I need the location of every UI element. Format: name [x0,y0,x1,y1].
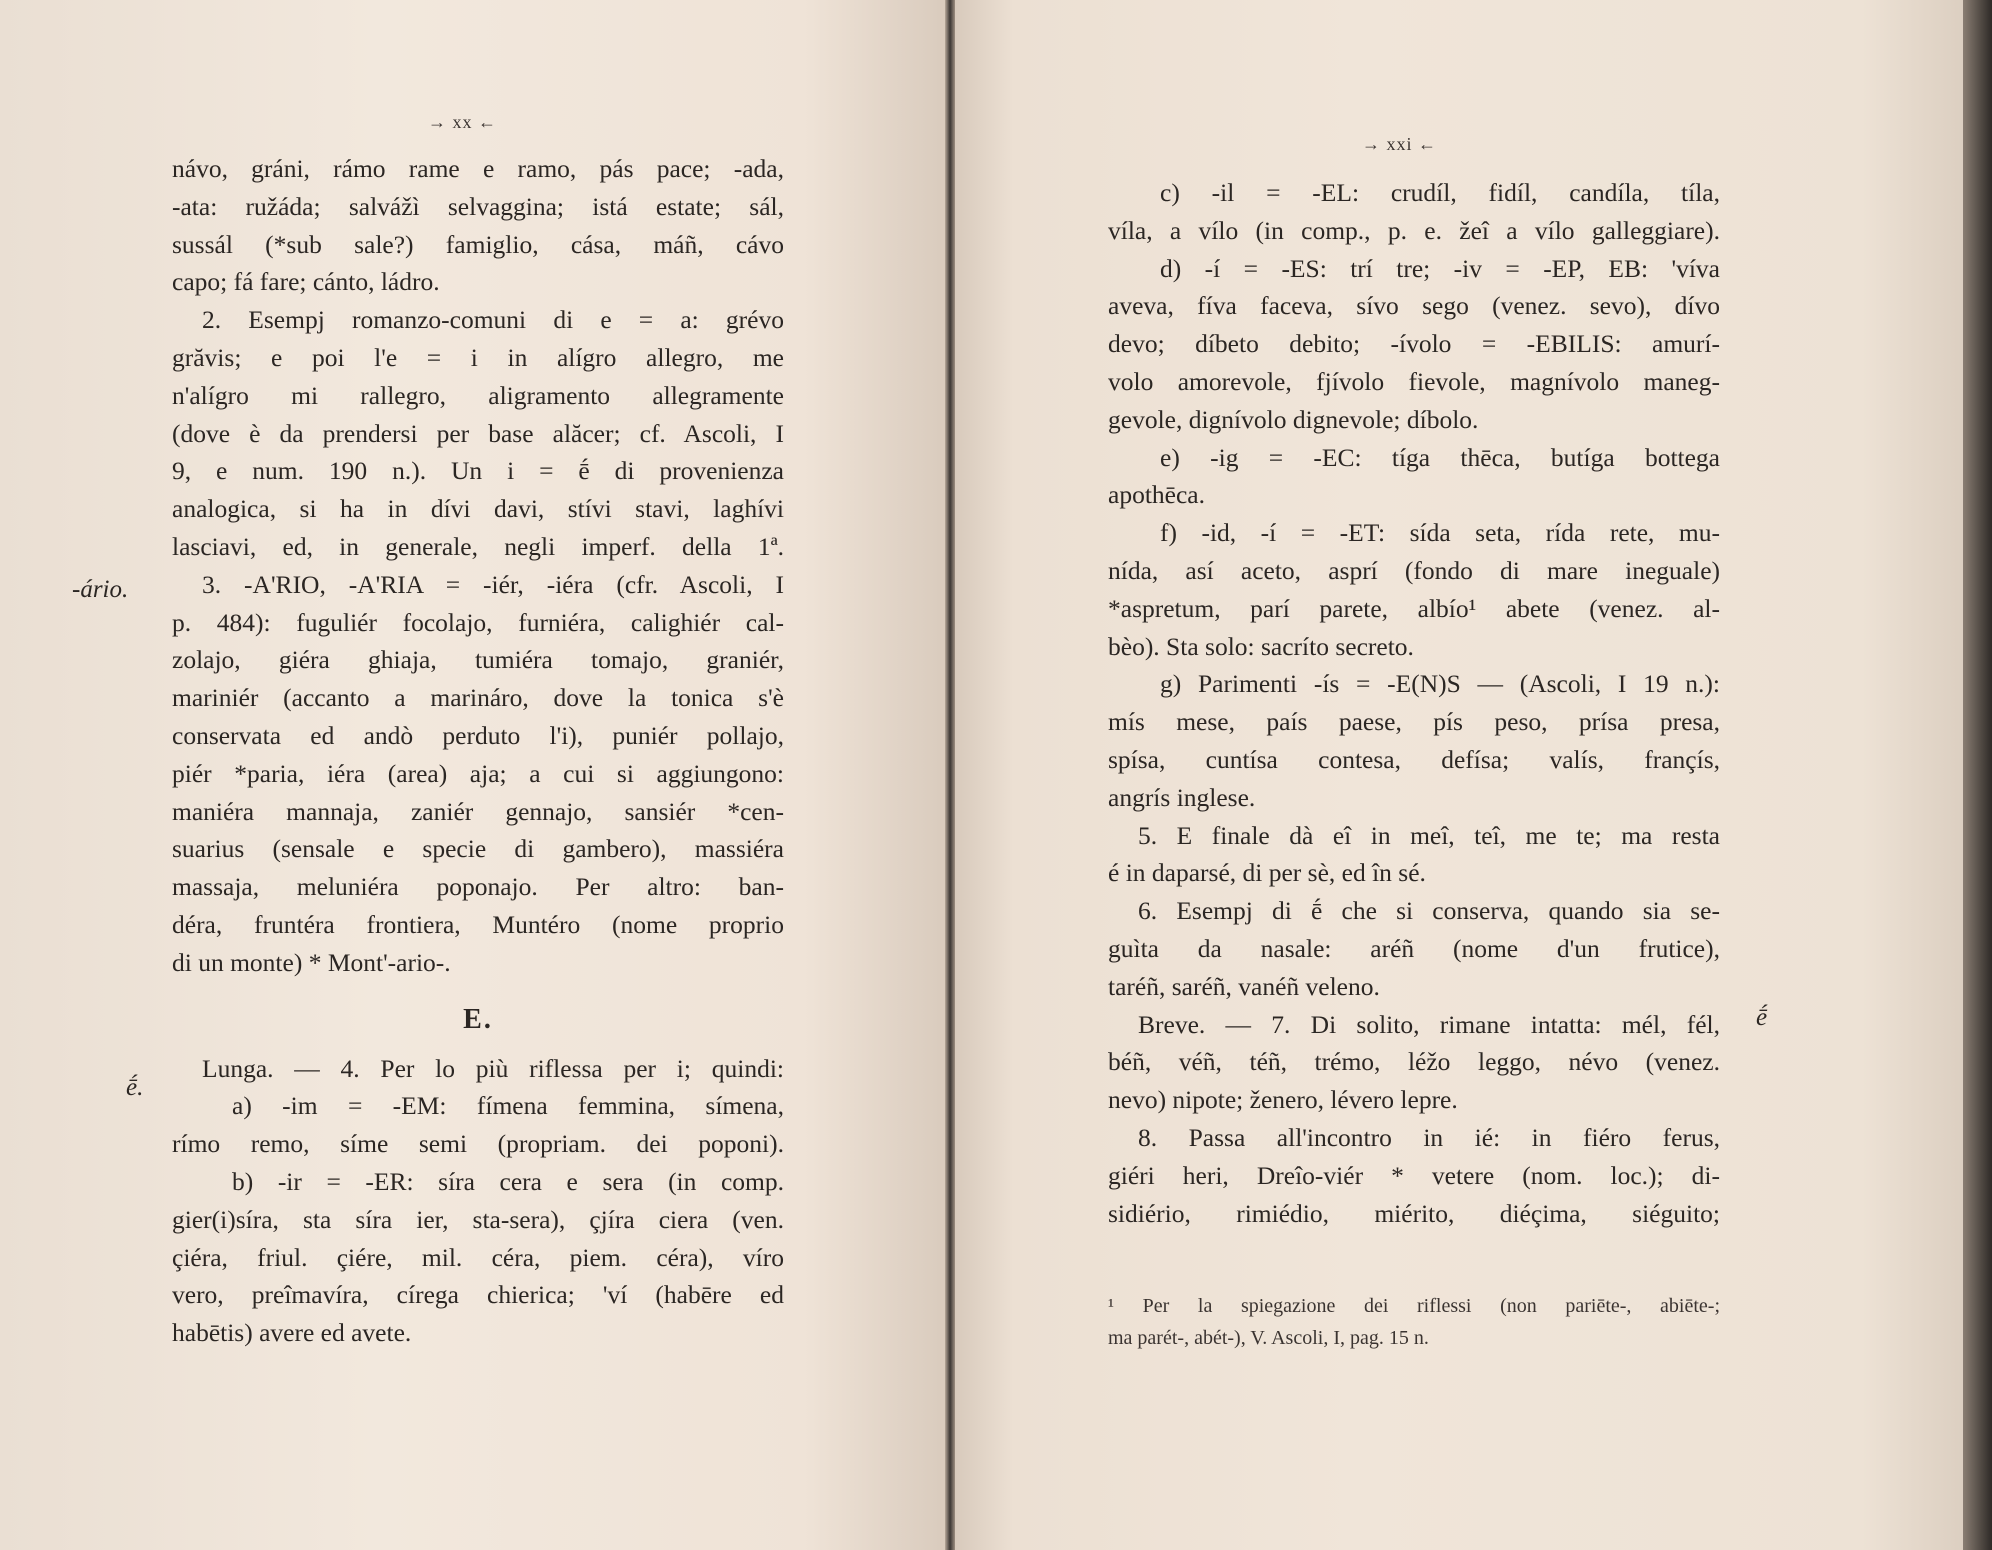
text-line: spísa, cuntísa contesa, defísa; valís, françís, [1108,744,1720,774]
section-heading: E. [463,1003,493,1035]
text-line: sidiério, rimiédio, miérito, diéçima, siéguito; [1108,1198,1720,1228]
right-body-text [1108,174,1720,1232]
text-line: Breve. — 7. Di solito, rimane intatta: mél, fél, [1138,1009,1720,1039]
text-line: grăvis; e poi l'e = i in alígro allegro, me [172,342,784,372]
text-line: bèo). Sta solo: sacríto secreto. [1108,631,1414,661]
text-line: mís mese, país paese, pís peso, prísa presa, [1108,707,1720,737]
text-line: gier(i)síra, sta síra ier, sta-sera), çjíra ciera (ven. [172,1204,784,1234]
text-line: Lunga. — 4. Per lo più riflessa per i; quindi: [202,1053,784,1083]
footnote [1108,1290,1720,1354]
text-line: c) -il = -EL: crudíl, fidíl, candíla, tíla, [1160,178,1720,207]
right-running-head [1362,134,1437,155]
text-line: *aspretum, parí parete, albío¹ abete (venez. al- [1108,593,1720,623]
text-line: gevole, dignívolo dignevole; díbolo. [1108,404,1479,434]
text-line: sussál (*sub sale?) famiglio, cása, máñ, cávo [172,229,784,259]
margin-note: ḗ [1756,1004,1768,1031]
text-line: 2. Esempj romanzo-comuni di e = a: grévo [202,305,784,335]
text-line: (dove è da prendersi per base alăcer; cf. Ascoli, I [172,418,784,448]
left-arrow-icon: → [1362,134,1381,154]
text-line: capo; fá fare; cánto, ládro. [172,267,440,297]
text-line: mariniér (accanto a marináro, dove la tonica s'è [172,683,784,713]
text-line: g) Parimenti -ís = -E(N)S — (Ascoli, I 19 n.): [1160,669,1720,699]
text-line: 9, e num. 190 n.). Un i = ḗ di provenienza [172,456,784,486]
margin-note: -ário. [72,576,129,603]
text-line: víla, a vílo (in comp., p. e. žeî a vílo galleggiare). [1108,215,1720,245]
text-line: nída, así aceto, asprí (fondo di mare ineguale) [1108,555,1720,585]
text-line: p. 484): fuguliér focolajo, furniéra, calighiér cal- [172,607,784,637]
footnote-line: ¹ Per la spiegazione dei riflessi (non pariēte-, abiēte-; [1108,1295,1720,1317]
text-line: analogica, si ha in dívi davi, stívi stavi, laghívi [172,494,784,524]
text-line: n'alígro mi rallegro, aligramento allegramente [172,380,784,410]
text-line: f) -id, -í = -ET: sída seta, rída rete, mu- [1160,518,1720,548]
text-line: çiéra, friul. çiére, mil. céra, piem. céra), víro [172,1242,784,1272]
text-line: déra, fruntéra frontiera, Muntéro (nome proprio [172,909,784,939]
text-line: suarius (sensale e specie di gambero), massiéra [172,834,784,864]
text-line: apothēca. [1108,480,1205,510]
left-page-number: xx [452,112,473,132]
text-line: a) -im = -EM: fímena femmina, símena, [232,1091,784,1121]
page-edge [1963,0,1992,1550]
text-line: 5. E finale dà eî in meî, teî, me te; ma resta [1138,820,1720,850]
text-line: b) -ir = -ER: síra cera e sera (in comp. [232,1166,784,1196]
left-running-head [428,112,497,133]
text-line: -ata: ružáda; salvážì selvaggina; istá estate; sál, [172,191,784,221]
text-line: 6. Esempj di ḗ che si conserva, quando sia se- [1138,896,1720,926]
text-line: béñ, véñ, téñ, trémo, léžo leggo, névo (venez. [1108,1047,1720,1077]
text-line: conservata ed andò perduto l'i), puniér pollajo, [172,720,784,750]
right-arrow-icon: ← [478,112,497,132]
margin-note: ḗ. [126,1074,144,1101]
text-line: d) -í = -ES: trí tre; -iv = -EP, EB: 'víva [1160,253,1720,283]
text-line: habētis) avere ed avete. [172,1318,412,1348]
text-line: návo, gráni, rámo rame e ramo, pás pace; -ada, [172,154,784,183]
text-line: taréñ, saréñ, vanéñ veleno. [1108,971,1380,1001]
text-line: di un monte) * Mont'-ario-. [172,947,451,977]
text-line: nevo) nipote; ženero, lévero lepre. [1108,1085,1458,1115]
right-arrow-icon: ← [1418,134,1438,154]
footnote-line: ma parét-, abét-), V. Ascoli, I, pag. 15 n. [1108,1327,1429,1349]
text-line: zolajo, giéra ghiaja, tumiéra tomajo, graniér, [172,645,784,675]
left-body-text [172,150,784,1352]
text-line: rímo remo, síme semi (propriam. dei poponi). [172,1129,784,1159]
text-line: vero, preîmavíra, círega chierica; 'ví (habēre ed [172,1280,784,1310]
text-line: aveva, fíva faceva, sívo sego (venez. sevo), dívo [1108,291,1720,321]
text-line: volo amorevole, fjívolo fievole, magnívolo maneg- [1108,366,1720,396]
left-arrow-icon: → [428,112,447,132]
text-line: lasciavi, ed, in generale, negli imperf. della 1ª. [172,531,784,561]
text-line: é in daparsé, di per sè, ed în sé. [1108,858,1426,888]
text-line: angrís inglese. [1108,782,1256,812]
text-line: 3. -A'RIO, -A'RIA = -iér, -iéra (cfr. Ascoli, I [202,569,784,599]
text-line: massaja, meluniéra poponajo. Per altro: ban- [172,872,784,902]
text-line: maniéra mannaja, zaniér gennajo, sansiér *cen- [172,796,784,826]
book-gutter [945,0,955,1550]
text-line: 8. Passa all'incontro in ié: in fiéro ferus, [1138,1122,1720,1152]
text-line: guìta da nasale: aréñ (nome d'un frutice), [1108,933,1720,963]
text-line: giéri heri, Dreîo-viér * vetere (nom. loc.); di- [1108,1160,1720,1190]
text-line: devo; díbeto debito; -ívolo = -EBILIS: amurí- [1108,329,1720,359]
right-page-number: xxi [1386,134,1413,154]
text-line: e) -ig = -EC: tíga thēca, butíga bottega [1160,442,1720,472]
text-line: piér *paria, iéra (area) aja; a cui si aggiungono: [172,758,784,788]
